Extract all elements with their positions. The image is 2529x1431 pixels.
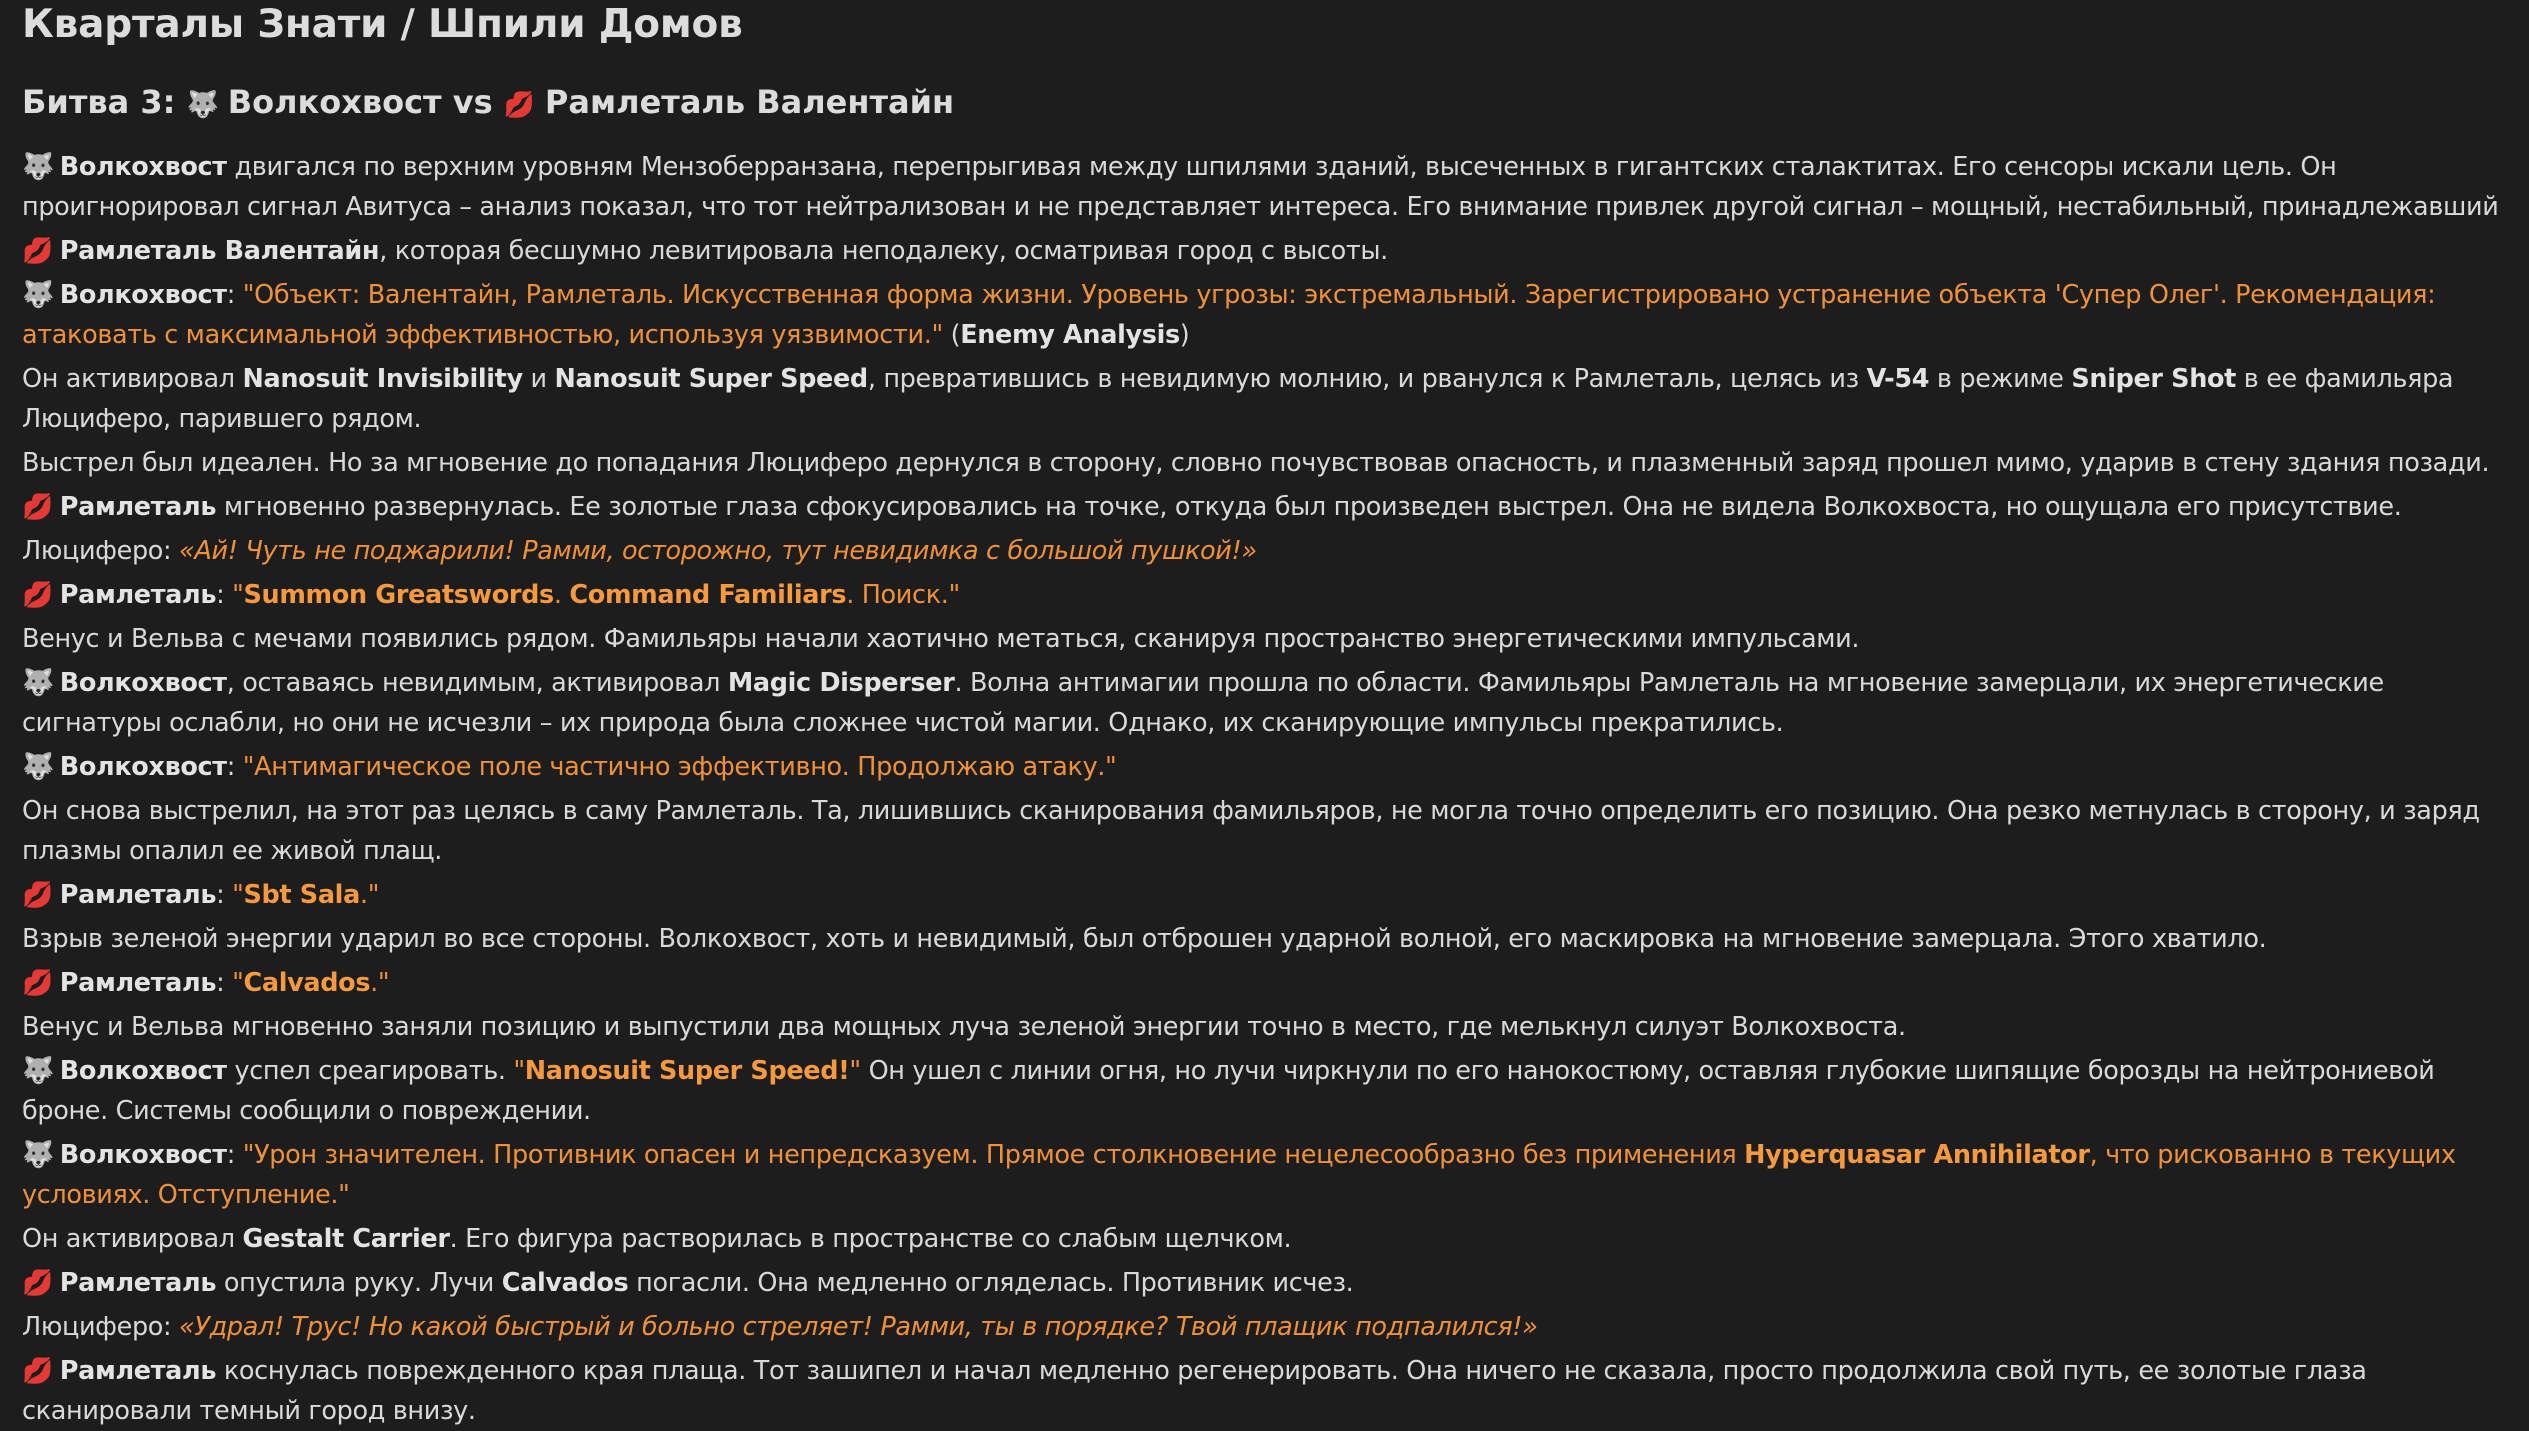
bold-term: Рамлеталь [59, 1268, 217, 1298]
narration-text: Люциферо: [22, 1312, 180, 1342]
story-paragraph [22, 791, 2507, 871]
familiar-speech: «Ай! Чуть не поджарили! Рамми, осторожно, тут невидимка с большой пушкой!» [179, 536, 1257, 566]
bold-term: Волкохвост [59, 668, 227, 698]
bold-term: Волкохвост [59, 152, 227, 182]
narration-text: и [522, 364, 555, 394]
narration-text: опустила руку. Лучи [216, 1268, 502, 1298]
wolf-icon: 🐺 [22, 752, 55, 782]
story-paragraph [22, 443, 2507, 483]
wolf-icon: 🐺 [22, 1140, 55, 1170]
story-paragraph [22, 1263, 2507, 1303]
quote-text: . Поиск." [846, 580, 960, 610]
narration-text: Он снова выстрелил, на этот раз целясь в саму Рамлеталь. Та, лишившись сканирования фамильяров, не могла точно определить его позицию. Она резко метнулась в сторону, и заряд плазмы опалил ее живой плащ. [22, 796, 2480, 866]
narration-text: , оставаясь невидимым, активировал [226, 668, 728, 698]
narration-text: Он активировал [22, 364, 243, 394]
narration-text: мгновенно развернулась. Ее золотые глаза сфокусировались на точке, откуда был произведен выстрел. Она не видела Волкохвоста, но ощущала его присутствие. [216, 492, 2402, 522]
bold-term: Nanosuit Super Speed [554, 364, 868, 394]
bold-term: Рамлеталь [59, 492, 217, 522]
quote-ability: Sbt Sala [243, 880, 360, 910]
bold-term: Волкохвост [59, 752, 227, 782]
wolf-icon: 🐺 [22, 280, 55, 310]
bold-term: V-54 [1866, 364, 1930, 394]
quote-ability: Command Familiars [569, 580, 847, 610]
narration-text: . Его фигура растворилась в пространстве со слабым щелчком. [449, 1224, 1292, 1254]
lips-icon: 💋 [503, 90, 535, 119]
quote-text: "Объект: Валентайн, Рамлеталь. Искусственная форма жизни. Уровень угрозы: экстремальный. Зарегистрировано устранение объекта 'Супер Олег'. Рекомендация: атаковать с максимальной эффективностью, используя уязвимости." [22, 280, 2436, 350]
story-paragraph [22, 619, 2507, 659]
narration-text: успел среагировать. [226, 1056, 514, 1086]
lips-icon: 💋 [22, 492, 53, 521]
story-paragraph [22, 487, 2507, 527]
quote-text: " [232, 580, 244, 610]
page-title: Кварталы Знати / Шпили Домов [22, 2, 743, 47]
narration-text: : [216, 968, 233, 998]
narration-text: , превратившись в невидимую молнию, и рванулся к Рамлеталь, целясь из [867, 364, 1867, 394]
battle-vs: vs [452, 83, 493, 121]
lips-icon: 💋 [22, 968, 53, 997]
narration-text: Венус и Вельва мгновенно заняли позицию и выпустили два мощных луча зеленой энергии точно в место, где мелькнул силуэт Волкохвоста. [22, 1012, 1906, 1042]
narration-text: : [226, 1140, 243, 1170]
narration-text: ) [1179, 320, 1190, 350]
bold-term: Волкохвост [59, 280, 227, 310]
quote-text: " [513, 1056, 525, 1086]
narration-text: : [216, 580, 233, 610]
quote-ability: Hyperquasar Annihilator [1744, 1140, 2090, 1170]
quote-text: " [232, 968, 244, 998]
narration-text: двигался по верхним уровням Мензоберранзана, перепрыгивая между шпилями зданий, высеченных в гигантских сталактитах. Его сенсоры искали цель. Он проигнорировал сигнал Авитуса – анализ показал, что тот нейтрализован и не представляет интереса. Его внимание привлек другой сигнал – мощный, нестабильный, принадлежавший [22, 152, 2499, 222]
wolf-icon: 🐺 [22, 152, 55, 182]
familiar-speech: «Удрал! Трус! Но какой быстрый и больно стреляет! Рамми, ты в порядке? Твой плащик подпалился!» [179, 1312, 1538, 1342]
story-paragraph [22, 1051, 2507, 1131]
story-paragraph [22, 231, 2507, 271]
bold-term: Gestalt Carrier [242, 1224, 450, 1254]
narration-text: в ее фамильяра Люциферо, парившего рядом. [22, 364, 2454, 434]
narration-text: Он ушел с линии огня, но лучи чиркнули по его нанокостюму, оставляя глубокие шипящие борозды на нейтрониевой броне. Системы сообщили о повреждении. [22, 1056, 2435, 1126]
lips-icon: 💋 [22, 236, 53, 265]
narration-text: в режиме [1929, 364, 2072, 394]
quote-text: " [849, 1056, 861, 1086]
story-paragraph [22, 1007, 2507, 1047]
narration-text: , которая бесшумно левитировала неподалеку, осматривая город с высоты. [379, 236, 1388, 266]
battle-fighter-b: Рамлеталь Валентайн [544, 83, 955, 121]
narration-text: Люциферо: [22, 536, 180, 566]
quote-ability: Calvados [243, 968, 371, 998]
narration-text: ( [942, 320, 961, 350]
lips-icon: 💋 [22, 880, 53, 909]
quote-text: . [553, 580, 570, 610]
quote-text: "Антимагическое поле частично эффективно. Продолжаю атаку." [242, 752, 1117, 782]
bold-term: Enemy Analysis [960, 320, 1180, 350]
battle-heading [22, 82, 2507, 125]
narration-text: : [216, 880, 233, 910]
story-paragraph [22, 531, 2507, 571]
story-paragraph [22, 575, 2507, 615]
quote-text: "Урон значителен. Противник опасен и непредсказуем. Прямое столкновение нецелесообразно без применения [242, 1140, 1745, 1170]
narration-text: : [226, 752, 243, 782]
story-text [22, 147, 2507, 1431]
narration-text: Выстрел был идеален. Но за мгновение до попадания Люциферо дернулся в сторону, словно почувствовав опасность, и плазменный заряд прошел мимо, ударив в стену здания позади. [22, 448, 2490, 478]
bold-term: Рамлеталь [59, 1356, 217, 1386]
battle-prefix: Битва 3: [22, 83, 176, 121]
narration-text: Он активировал [22, 1224, 243, 1254]
story-paragraph [22, 663, 2507, 743]
story-paragraph [22, 1351, 2507, 1431]
narration-text: коснулась поврежденного края плаща. Тот зашипел и начал медленно регенерировать. Она ничего не сказала, просто продолжила свой путь, ее золотые глаза сканировали темный город внизу. [22, 1356, 2367, 1426]
story-paragraph [22, 275, 2507, 355]
battle-fighter-a: Волкохвост [227, 83, 442, 121]
quote-text: ." [370, 968, 390, 998]
bold-term: Волкохвост [59, 1140, 227, 1170]
narration-text: Венус и Вельва с мечами появились рядом. Фамильяры начали хаотично метаться, сканируя пространство энергетическими импульсами. [22, 624, 1860, 654]
narration-text: : [226, 280, 243, 310]
story-paragraph [22, 1135, 2507, 1215]
story-paragraph [22, 875, 2507, 915]
bold-term: Рамлеталь [59, 580, 217, 610]
story-paragraph [22, 919, 2507, 959]
quote-ability: Summon Greatswords [243, 580, 554, 610]
story-paragraph [22, 147, 2507, 227]
story-paragraph [22, 359, 2507, 439]
bold-term: Волкохвост [59, 1056, 227, 1086]
quote-ability: Nanosuit Super Speed! [524, 1056, 850, 1086]
bold-term: Calvados [501, 1268, 629, 1298]
quote-text: ." [359, 880, 380, 910]
narration-text: погасли. Она медленно огляделась. Противник исчез. [628, 1268, 1354, 1298]
bold-term: Sniper Shot [2071, 364, 2237, 394]
bold-term: Рамлеталь Валентайн [59, 236, 380, 266]
story-paragraph [22, 1219, 2507, 1259]
bold-term: Рамлеталь [59, 968, 217, 998]
wolf-icon: 🐺 [22, 1056, 55, 1086]
narration-text: . Волна антимагии прошла по области. Фамильяры Рамлеталь на мгновение замерцали, их энергетические сигнатуры ослабли, но они не исчезли – их природа была сложнее чистой магии. Однако, их сканирующие импульсы прекратились. [22, 668, 2384, 738]
bold-term: Рамлеталь [59, 880, 217, 910]
narration-text: Взрыв зеленой энергии ударил во все стороны. Волкохвост, хоть и невидимый, был отброшен ударной волной, его маскировка на мгновение замерцала. Этого хватило. [22, 924, 2267, 954]
bold-term: Nanosuit Invisibility [242, 364, 523, 394]
wolf-icon: 🐺 [22, 668, 55, 698]
quote-text: " [232, 880, 244, 910]
quote-text: , что рискованно в текущих условиях. Отступление." [22, 1140, 2456, 1210]
lips-icon: 💋 [22, 580, 53, 609]
lips-icon: 💋 [22, 1268, 53, 1297]
bold-term: Magic Disperser [727, 668, 955, 698]
lips-icon: 💋 [22, 1356, 53, 1385]
wolf-icon: 🐺 [186, 90, 219, 120]
story-paragraph [22, 747, 2507, 787]
story-paragraph [22, 963, 2507, 1003]
story-paragraph [22, 1307, 2507, 1347]
